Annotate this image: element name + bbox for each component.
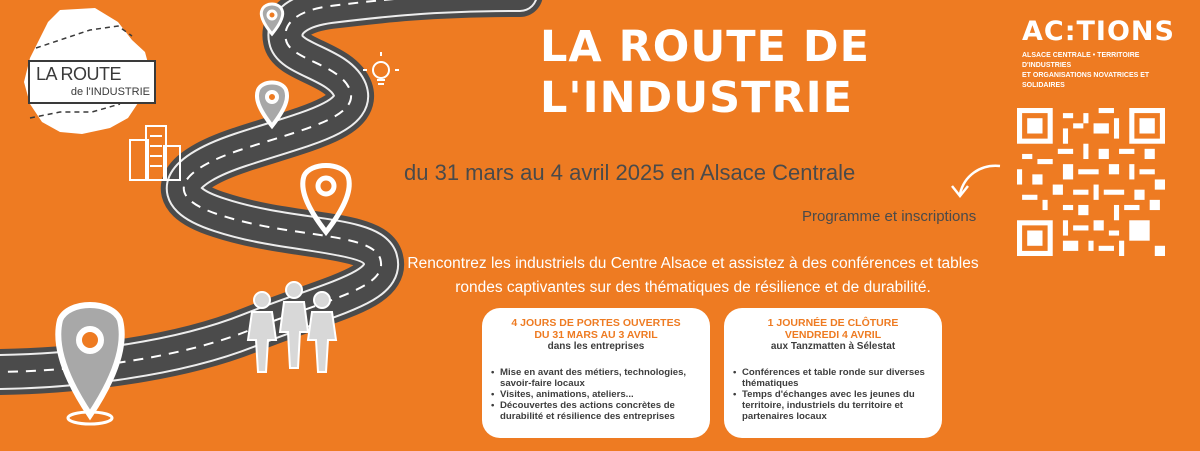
brand-logo: AC:TIONS <box>1022 16 1175 47</box>
card-subheading: dans les entreprises <box>547 341 645 352</box>
page-title <box>540 22 900 124</box>
card-heading-line-1: 4 JOURS DE PORTES OUVERTES <box>511 317 681 329</box>
program-label: Programme et inscriptions <box>802 208 977 225</box>
title-line-1: LA ROUTE DE <box>540 22 870 72</box>
list-item: • Conférences et table ronde sur diverses thématiques <box>742 367 932 389</box>
list-item: • Visites, animations, ateliers... <box>500 389 700 400</box>
list-item: • Découvertes des actions concrètes de durabilité et résilience des entreprises <box>500 400 700 422</box>
people-icon <box>248 282 336 372</box>
title-line-2: L'INDUSTRIE <box>540 73 853 123</box>
brand-tagline-line-2: ET ORGANISATIONS NOVATRICES ET SOLIDAIRES <box>1022 72 1150 89</box>
closing-day-card <box>724 308 942 438</box>
card-heading-line-1: 1 JOURNÉE DE CLÔTURE <box>767 317 899 329</box>
intro-text: Rencontrez les industriels du Centre Alsace et assistez à des conférences et tables rondes captivantes sur des thématiques de résilience et de durabilité. <box>407 255 979 296</box>
card-heading <box>482 308 710 341</box>
card-subheading: aux Tanzmatten à Sélestat <box>770 341 896 352</box>
logo-line-1: LA ROUTE <box>36 64 122 84</box>
event-logo <box>28 60 156 104</box>
logo-line-2: de l'INDUSTRIE <box>70 86 150 98</box>
card-heading-line-2: VENDREDI 4 AVRIL <box>784 329 882 341</box>
open-days-card <box>482 308 710 438</box>
card-heading <box>724 308 942 341</box>
list-item: • Temps d'échanges avec les jeunes du territoire, industriels du territoire et partenaires locaux <box>742 389 932 422</box>
brand-tagline-line-1: ALSACE CENTRALE • TERRITOIRE D'INDUSTRIES <box>1022 52 1140 69</box>
map-pin-icon <box>58 305 121 424</box>
brand-tagline <box>1022 51 1182 91</box>
card-list <box>724 367 942 422</box>
card-heading-line-2: DU 31 MARS AU 3 AVRIL <box>534 329 658 341</box>
event-dates: du 31 mars au 4 avril 2025 en Alsace Centrale <box>404 160 856 185</box>
qr-code[interactable] <box>1017 108 1165 256</box>
card-list <box>482 367 710 422</box>
list-item: • Mise en avant des métiers, technologies, savoir-faire locaux <box>500 367 700 389</box>
